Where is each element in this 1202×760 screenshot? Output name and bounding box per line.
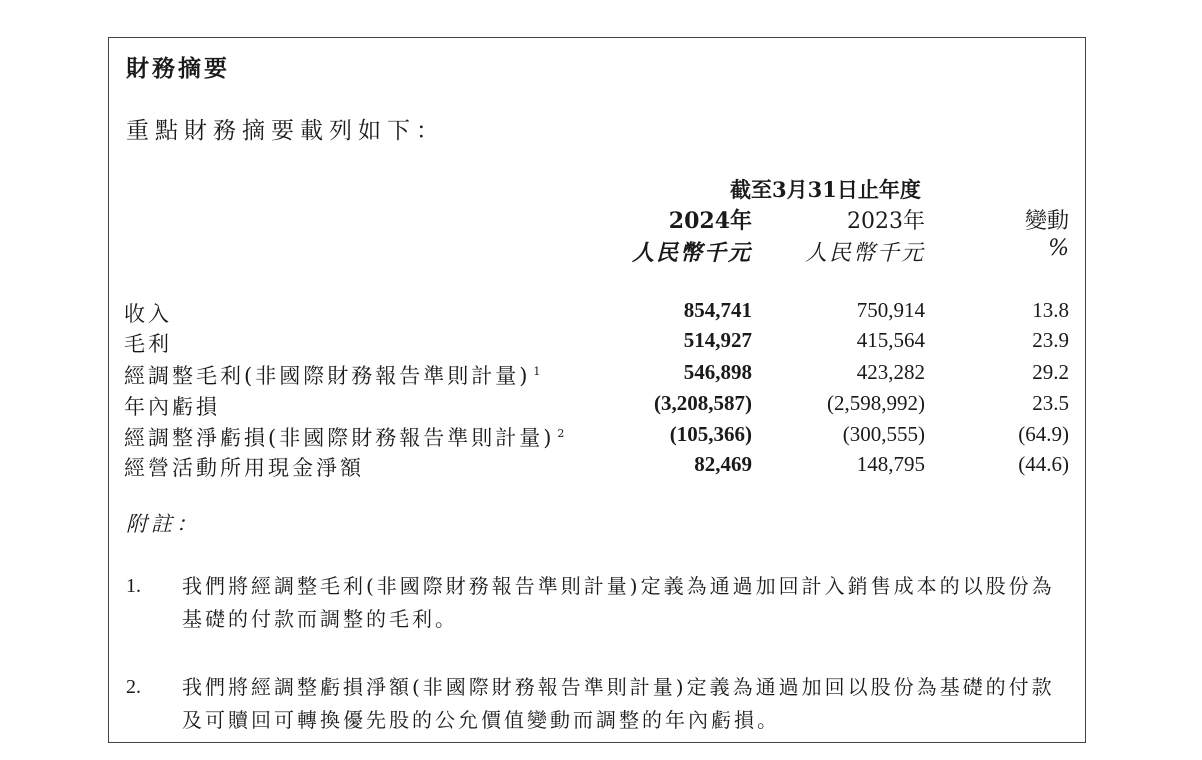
value-2024: 854,741 xyxy=(683,298,752,322)
value-2024: 514,927 xyxy=(683,328,752,352)
note-text: 我們將經調整虧損淨額(非國際財務報告準則計量)定義為通過加回以股份為基礎的付款及可贖回可轉換優先股的公允價值變動而調整的年內虧損。 xyxy=(182,675,1055,732)
value-2023: 148,795 xyxy=(856,452,925,476)
value-2023: 415,564 xyxy=(856,328,925,352)
value-change: (44.6) xyxy=(1018,452,1069,476)
note-number: 1. xyxy=(126,575,141,597)
section-title: 財務摘要 xyxy=(126,55,230,82)
unit-2023: 人民幣千元 xyxy=(804,241,925,266)
unit-change: % xyxy=(1048,236,1069,261)
value-2023: 423,282 xyxy=(856,360,925,384)
value-2024: (3,208,587) xyxy=(654,391,752,415)
row-label: 經調整毛利(非國際財務報告準則計量) $^1$ xyxy=(124,364,541,388)
value-2024: 82,469 xyxy=(694,452,752,476)
unit-2024: 人民幣千元 xyxy=(631,240,752,266)
value-change: (64.9) xyxy=(1018,422,1069,446)
col-2023-header: 2023年 xyxy=(847,209,925,234)
col-2024-header: 2024年 xyxy=(668,208,752,234)
note-text: 我們將經調整毛利(非國際財務報告準則計量)定義為通過加回計入銷售成本的以股份為基礎的付款而調整的毛利。 xyxy=(182,574,1055,631)
value-2023: 750,914 xyxy=(856,298,925,322)
col-change-header: 變動 xyxy=(1024,209,1069,234)
row-label: 毛利 xyxy=(124,332,172,356)
value-change: 29.2 xyxy=(1032,360,1069,384)
note-number: 2. xyxy=(126,676,141,698)
value-2023: (300,555) xyxy=(842,422,925,446)
row-label: 經調整淨虧損(非國際財務報告準則計量) $^2$ xyxy=(124,426,565,450)
value-change: 23.9 xyxy=(1032,328,1069,352)
intro-text: 重點財務摘要載列如下： xyxy=(126,118,445,144)
value-change: 13.8 xyxy=(1032,298,1069,322)
row-label: 年內虧損 xyxy=(124,395,220,419)
footnote-marker: 2 xyxy=(557,427,565,440)
notes-heading: 附註： xyxy=(126,512,201,536)
value-2023: (2,598,992) xyxy=(827,391,925,415)
period-header: 截至3月31日止年度 xyxy=(730,177,921,202)
value-change: 23.5 xyxy=(1032,391,1069,415)
value-2024: (105,366) xyxy=(669,422,752,446)
row-label: 經營活動所用現金淨額 xyxy=(124,456,364,480)
footnote-marker: 1 xyxy=(533,365,541,378)
row-label: 收入 xyxy=(124,302,172,326)
value-2024: 546,898 xyxy=(683,360,752,384)
